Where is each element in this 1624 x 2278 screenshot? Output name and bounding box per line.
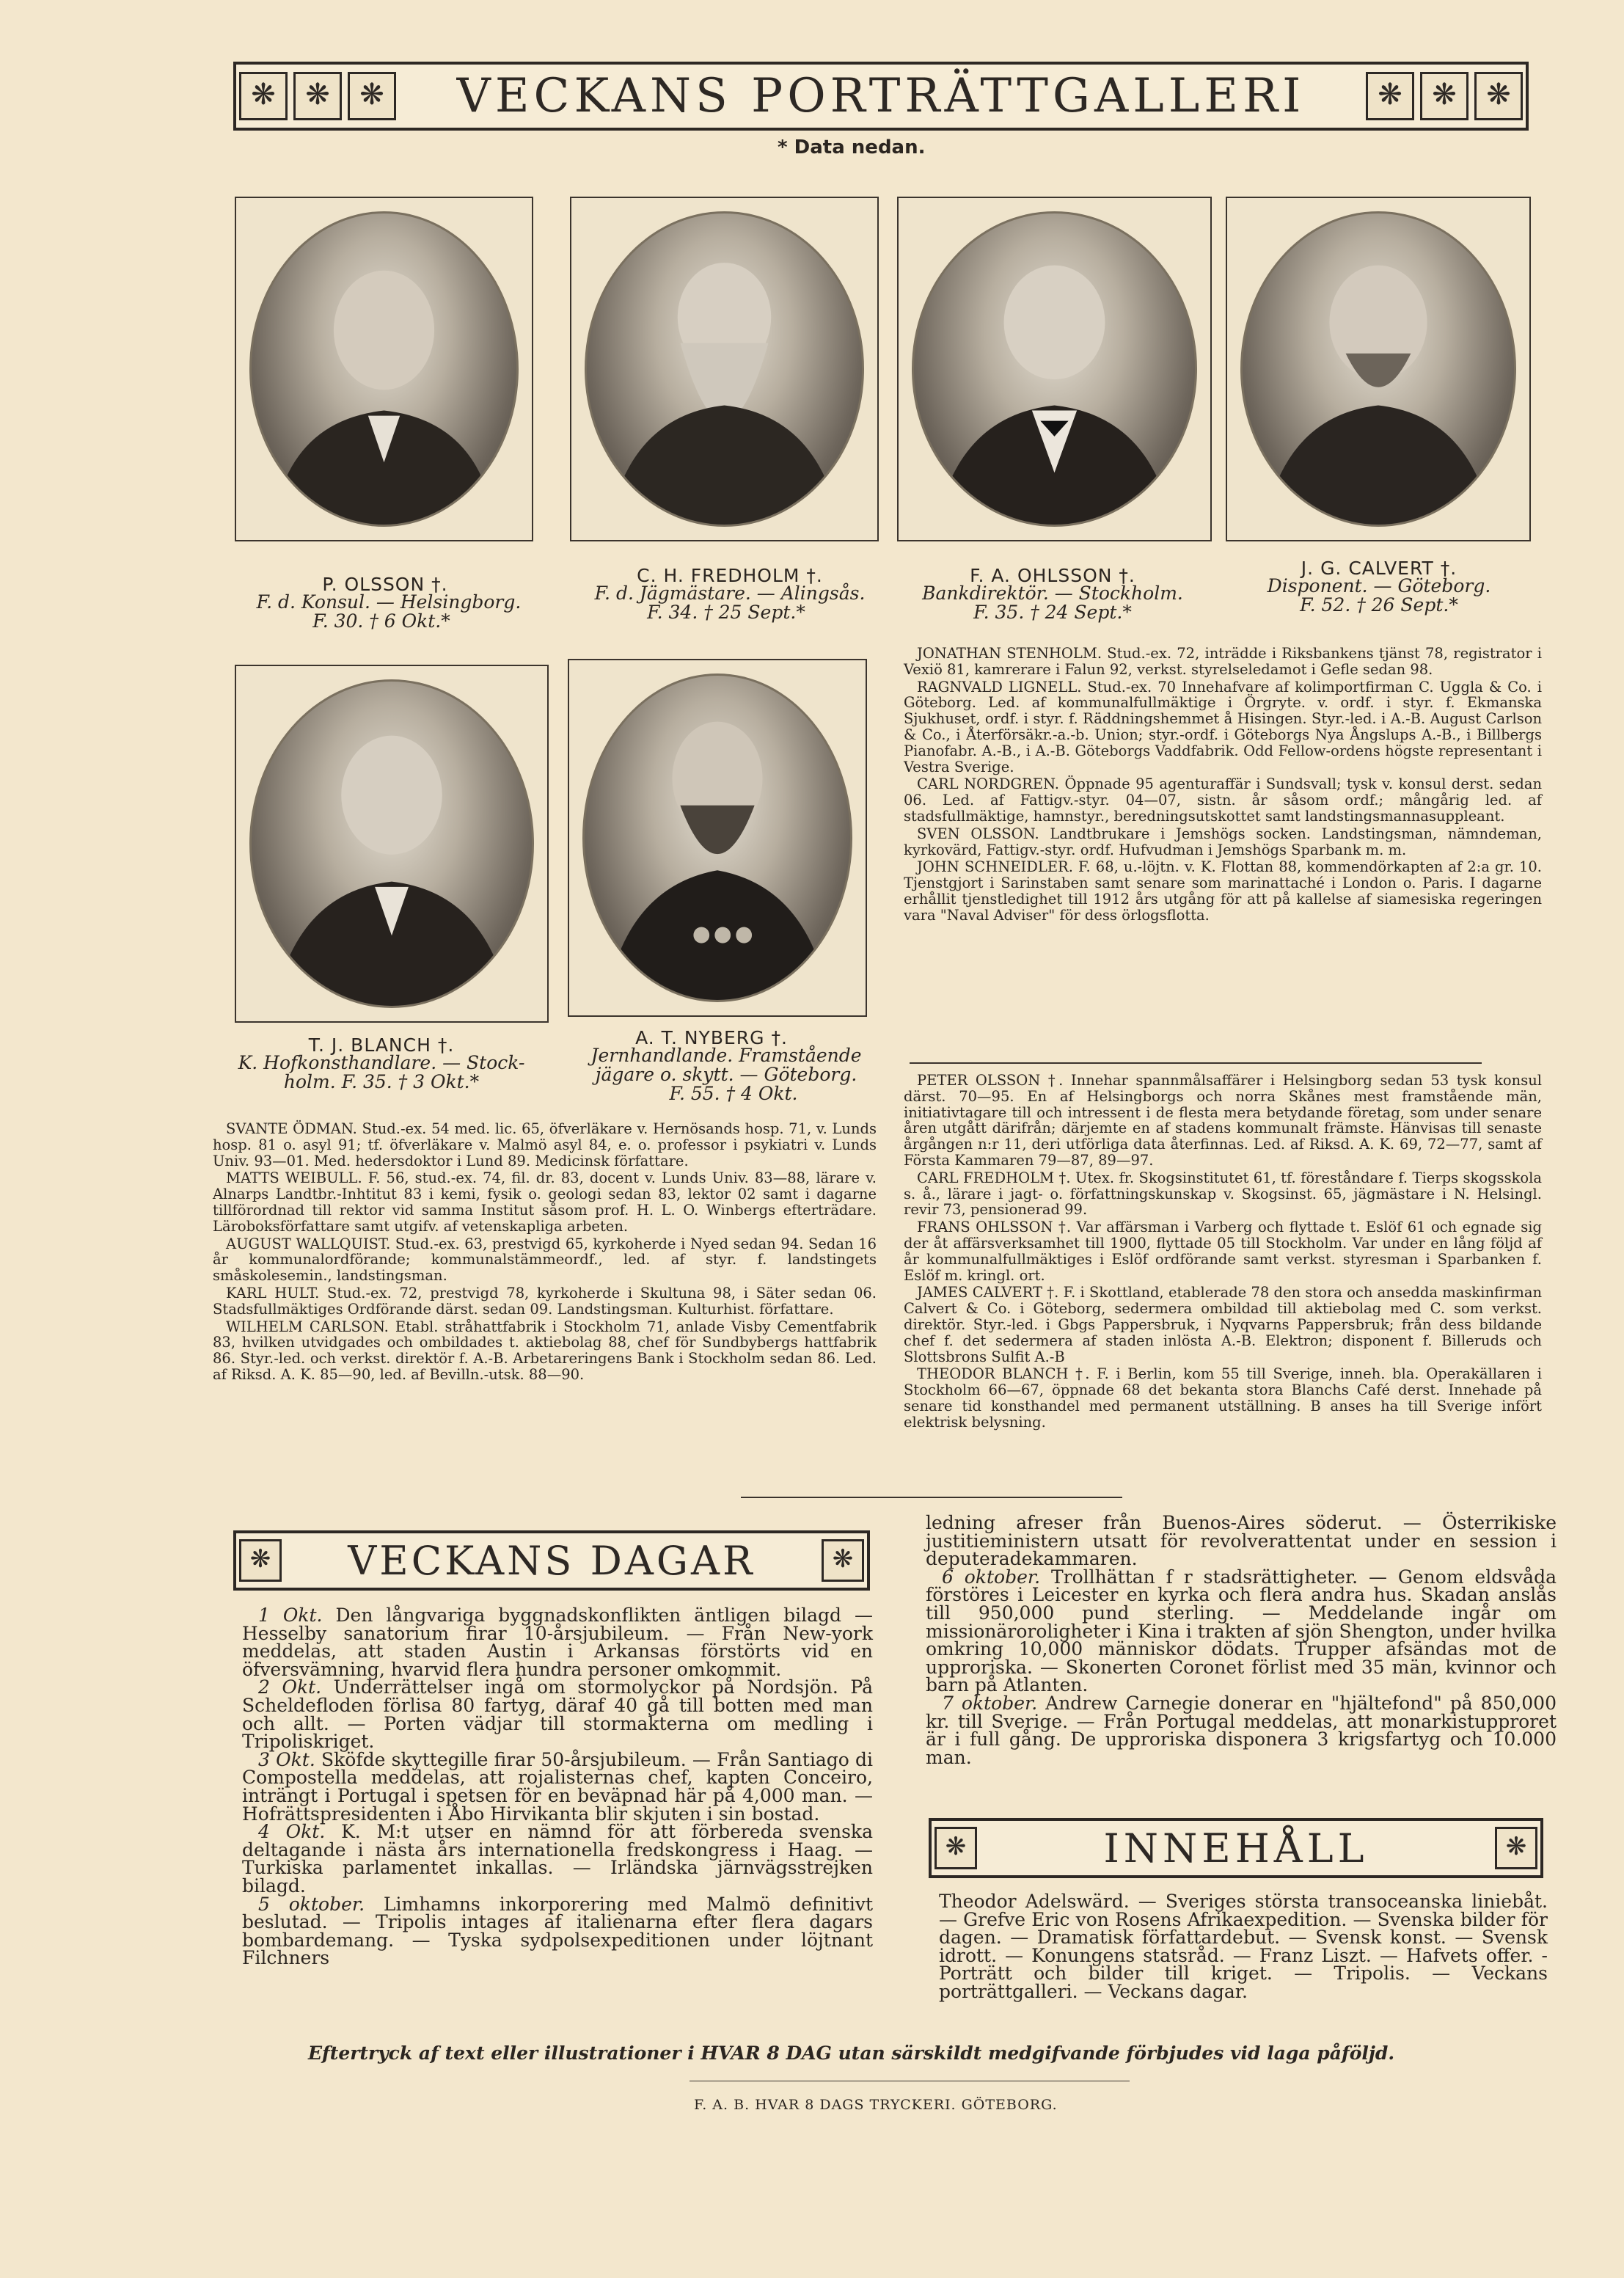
dagar-banner <box>233 1530 870 1591</box>
innehall-banner <box>929 1818 1543 1878</box>
portrait-t-j-blanch <box>235 665 549 1023</box>
portrait-title: Disponent. — Göteborg. <box>1267 575 1491 596</box>
bio-entry: CARL FREDHOLM †. Utex. fr. Skogsinstitutet 61, tf. föreståndare f. Tierps skogsskola s. å., lärare i jagt- o. författningskunskap v. Skogsinst. 65, jägmästare i N. Helsingl. revir 73, pensionerad 99. <box>904 1169 1542 1219</box>
bios-left <box>213 1121 877 1384</box>
day-entry: 3 Okt. Sköfde skyttegille firar 50-årsjubileum. — Från Santiago di Compostella meddelas, att rojalisternas chef, kapten Conceiro, inträngt i Portugal i spetsen för en beväpnad här på 4,000 man. — Hofrättspresidenten i Åbo Hirvikanta blir skjuten i sin bostad. <box>242 1748 873 1825</box>
section-title: INNEHÅLL <box>1103 1825 1369 1872</box>
floral-ornament-icon: ❋ <box>1366 72 1414 120</box>
portrait-title: F. d. Jägmästare. — Alingsås. <box>594 583 866 604</box>
floral-ornament-icon: ❋ <box>239 1539 282 1582</box>
bio-entry: JONATHAN STENHOLM. Stud.-ex. 72, inträdde i Riksbankens tjänst 78, registrator i Vexiö 81, kamrerare i Falun 92, verkst. styrelseledamot i Gefle sedan 98. <box>904 645 1542 678</box>
day-entry: ledning afreser från Buenos-Aires söderut. — Österrikiske justitieministern utsatt för revolverattentat under en session i deputeradekammaren. <box>926 1512 1557 1570</box>
bio-entry: WILHELM CARLSON. Etabl. stråhattfabrik i Stockholm 71, anlade Visby Cementfabrik 83, hvilken utvidgades och ombildades t. aktiebolag 88, chef för Sundbybergs hattfabrik 86. Styr.-led. och verkst. direktör f. A.-B. Arbetareringens Bank i Stockholm sedan 86. Led. af Riksd. A. K. 85—90, led. af Bevilln.-utsk. 88—90. <box>213 1318 877 1383</box>
floral-ornament-icon: ❋ <box>1495 1827 1537 1869</box>
bio-entry: PETER OLSSON †. Innehar spannmålsaffärer i Helsingborg sedan 53 tysk konsul därst. 70—95. En af Helsingborgs och norra Skånes mest framstående män, initiativtagare till och intressent i de flesta mera betydande företag, som under senare åren utgått därifrån; därjemte en af stadens kommunalt främste. Hänvisas till senaste årgången n:r 11, deri utförliga data återfinnas. Led. af Riksd. A. K. 69, 72—77, samt af Första Kammaren 79—87, 89—97. <box>904 1072 1543 1169</box>
page-subtitle: * Data nedan. <box>778 136 926 158</box>
day-entry: 4 Okt. K. M:t utser en nämnd för att förbereda svenska deltagande i nästa års internationella fredskongress i Haag. — Turkiska parlamentet inkallas. — Irländska järnvägsstrejken bilagd. <box>242 1821 873 1896</box>
portrait-name: A. T. NYBERG †. <box>635 1027 788 1048</box>
bio-entry: MATTS WEIBULL. F. 56, stud.-ex. 74, fil. dr. 83, docent v. Lunds Univ. 83—88, lärare v. Alnarps Landtbr.-Inhtitut 83 i kemi, fysik o. geologi sedan 83, lektor 02 samt i dagarne tillförordnad till rektor vid samma Institut såsom prof. H. L. O. Winbergs efterträdare. Läroboksförfattare samt utgifv. af vetenskapliga arbeten. <box>213 1169 877 1235</box>
portrait-title: Bankdirektör. — Stockholm. <box>922 583 1183 604</box>
copyright-notice: Eftertryck af text eller illustrationer i HVAR 8 DAG utan särskildt medgifvande förbjudes vid laga påföljd. <box>308 2042 1395 2064</box>
portrait-f-a-ohlsson <box>897 197 1212 541</box>
bios-right-bottom <box>904 1073 1542 1432</box>
floral-ornament-icon: ❋ <box>934 1827 977 1869</box>
bio-entry: KARL HULT. Stud.-ex. 72, prestvigd 78, kyrkoherde i Skultuna 98, i Säter sedan 06. Stadsfullmäktiges Ordförande därst. sedan 09. Landstingsman. Kulturhist. författare. <box>213 1284 877 1318</box>
divider <box>910 1062 1482 1064</box>
day-entry: 2 Okt. Underrättelser ingå om stormolyckor på Nordsjön. På Scheldefloden förlisa 80 fartyg, däraf 40 gå till botten med man och allt. — Porten vädjar till stormakterna om medling i Tripoliskriget. <box>242 1676 873 1753</box>
portrait-title: Jernhandlande. Framstående <box>590 1045 862 1066</box>
portrait-name: C. H. FREDHOLM †. <box>637 565 823 586</box>
floral-ornament-icon: ❋ <box>348 72 396 120</box>
day-entry: 1 Okt. Den långvariga byggnadskonflikten äntligen bilagd — Hesselby sanatorium firar 10-årsjubileum. — Från New-york meddelas, att staden Austin i Arkansas förstörts vid en öfversvämning, hvarvid flera hundra personer omkommit. <box>242 1605 873 1680</box>
portrait-a-t-nyberg <box>568 659 867 1017</box>
floral-ornament-icon: ❋ <box>293 72 342 120</box>
day-entry: 6 oktober. Trollhättan f r stadsrättigheter. — Genom eldsvåda förstöres i Leicester en kyrka och flera andra hus. Skadan anslås till 950,000 pund sterling. — Meddelande ingår om missionäroroligheter i Kina i trakten af sjön Shengton, under hvilka omkring 10,000 människor dödats. Trupper afsändas mot de upproriska. — Skonerten Coronet förlist med 35 män, kvinnor och barn på Atlanten. <box>926 1566 1557 1696</box>
bio-entry: SVEN OLSSON. Landtbrukare i Jemshögs socken. Landstingsman, nämndeman, kyrkovärd, Fattigv.-styr. ordf. Hufvudman i Jemshögs Sparbank m. m. <box>904 825 1543 858</box>
day-entry: 5 oktober. Limhamns inkorporering med Malmö definitivt beslutad. — Tripolis intages af italienarna efter flera dagars bombardemang. — Tyska sydpolsexpeditionen under löjtnant Filchners <box>242 1893 873 1969</box>
portrait-p-olsson <box>235 197 533 541</box>
portrait-j-g-calvert <box>1226 197 1531 541</box>
portrait-dates: F. 55. † 4 Okt. <box>669 1083 798 1104</box>
bio-entry: CARL NORDGREN. Öppnade 95 agenturaffär i Sundsvall; tysk v. konsul derst. sedan 06. Led. af Fattigv.-styr. 04—07, sistn. år såsom ordf.; mångårig led. af stadsfullmäktige, hamnstyr., beredningsutskottet samt landstingsmannasuppleant. <box>904 775 1543 825</box>
bios-right-top <box>904 646 1542 925</box>
day-entry: 7 oktober. Andrew Carnegie donerar en "hjältefond" på 850,000 kr. till Sverige. — Från Portugal meddelas, att monarkistupproret är i full gång. De upproriska disponera 3 krigsfartyg och 10.000 man. <box>926 1692 1557 1768</box>
portrait-name: F. A. OHLSSON †. <box>970 565 1135 586</box>
bio-entry: SVANTE ÖDMAN. Stud.-ex. 54 med. lic. 65, öfverläkare v. Hernösands hosp. 71, v. Lunds hosp. 81 o. asyl 91; tf. öfverläkare v. Malmö asyl 84, e. o. professor i psykiatri v. Lunds Univ. 93—01. Med. hedersdoktor i Lund 89. Medicinsk författare. <box>213 1120 877 1169</box>
portrait-title: K. Hofkonsthandlare. — Stock- <box>238 1052 525 1073</box>
portrait-name: J. G. CALVERT †. <box>1301 558 1457 579</box>
floral-ornament-icon: ❋ <box>239 72 288 120</box>
portrait-dates: F. 52. † 26 Sept.* <box>1300 594 1458 616</box>
divider <box>741 1497 1122 1498</box>
innehall-text <box>939 1893 1548 2001</box>
printer-line: F. A. B. HVAR 8 DAGS TRYCKERI. GÖTEBORG. <box>694 2097 1058 2113</box>
portrait-dates: F. 30. † 6 Okt.* <box>312 610 450 632</box>
bio-entry: THEODOR BLANCH †. F. i Berlin, kom 55 till Sverige, inneh. bla. Operakällaren i Stockholm 66—67, öppnade 68 det bekanta stora Blanchs Café derst. Innehade på senare tid konsthandel med permanent utställning. B anses ha till Sverige infört elektrisk belysning. <box>904 1365 1542 1431</box>
bio-entry: JOHN SCHNEIDLER. F. 68, u.-löjtn. v. K. Flottan 88, kommendörkapten af 2:a gr. 10. Tjenstgjort i Sarinstaben samt senare som marinattaché i London o. Paris. I dagarne erhållit tjenstledighet till 1912 års utgång för att på kallelse af siamesiska regeringen vara "Naval Adviser" för dess örlogsflotta. <box>904 858 1542 924</box>
page-title: VECKANS PORTRÄTTGALLERI <box>456 69 1306 123</box>
portrait-name: T. J. BLANCH †. <box>308 1034 455 1056</box>
bio-entry: JAMES CALVERT †. F. i Skottland, etablerade 78 den stora och ansedda maskinfirman Calvert & Co. i Göteborg, sedermera ombildad till aktiebolag med C. som verkst. direktör. Styr.-led. i Gbgs Pappersbruk, i Nyqvarns Pappersbruk; från dess bildande chef f. det sedermera af staden inlösta A.-B. Elektron; disponent f. Billeruds och Slottsbrons Sulfit A.-B <box>904 1284 1543 1365</box>
bio-entry: RAGNVALD LIGNELL. Stud.-ex. 70 Innehafvare af kolimportfirman C. Uggla & Co. i Göteborg. Led. af kommunalfullmäktige i Örgryte. v. ordf. i styr. f. Ekmanska Sjukhuset, ordf. i styr. f. Räddningshemmet å Hisingen. Styr.-led. i A.-B. August Carlson & Co., i Återförsäkr.-a.-b. Union; styr.-ordf. i Göteborgs Nya Ångslups A.-B., i Billbergs Pianofabr. A.-B., i A.-B. Göteborgs Vaddfabrik. Odd Fellow-ordens högste representant i Vestra Sverige. <box>904 678 1542 775</box>
floral-ornament-icon: ❋ <box>822 1539 864 1582</box>
gallery-banner <box>233 62 1529 131</box>
floral-ornament-icon: ❋ <box>1474 72 1523 120</box>
portrait-title: F. d. Konsul. — Helsingborg. <box>256 591 522 613</box>
portrait-dates: F. 35. † 24 Sept.* <box>973 602 1132 623</box>
bio-entry: FRANS OHLSSON †. Var affärsman i Varberg och flyttade t. Eslöf 61 och egnade sig der åt affärsverksamhet till 1900, flyttade 05 till Stockholm. Var under en lång följd af år kommunalfullmäktiges i Eslöf ordförande samt verkst. styresman i Sparbanken f. Eslöf m. kringl. ort. <box>904 1219 1543 1284</box>
bio-entry: AUGUST WALLQUIST. Stud.-ex. 63, prestvigd 65, kyrkoherde i Nyed sedan 94. Sedan 16 år kommunalordförande; kommunalstämmeordf., led. af styr. f. landstingets småskolesemin., landstingsman. <box>213 1235 877 1285</box>
portrait-dates: F. 34. † 25 Sept.* <box>647 602 805 623</box>
dagar-right <box>926 1514 1557 1767</box>
portrait-dates: jägare o. skytt. — Göteborg. <box>595 1064 857 1085</box>
contents-list: Theodor Adelswärd. — Sveriges största transoceanska liniebåt. — Grefve Eric von Rosens Afrikaexpedition. — Svenska bilder för dagen. — Dramatisk författardebut. — Svensk konst. — Svensk idrott. — Konungens statsråd. — Franz Liszt. — Hafvets offer. - Porträtt och bilder till kriget. — Tripolis. — Veckans porträttgalleri. — Veckans dagar. <box>939 1891 1548 2002</box>
dagar-left <box>242 1607 873 1968</box>
floral-ornament-icon: ❋ <box>1420 72 1468 120</box>
portrait-dates: holm. F. 35. † 3 Okt.* <box>283 1071 480 1092</box>
portrait-c-h-fredholm <box>570 197 879 541</box>
portrait-name: P. OLSSON †. <box>322 574 448 595</box>
section-title: VECKANS DAGAR <box>348 1537 756 1584</box>
